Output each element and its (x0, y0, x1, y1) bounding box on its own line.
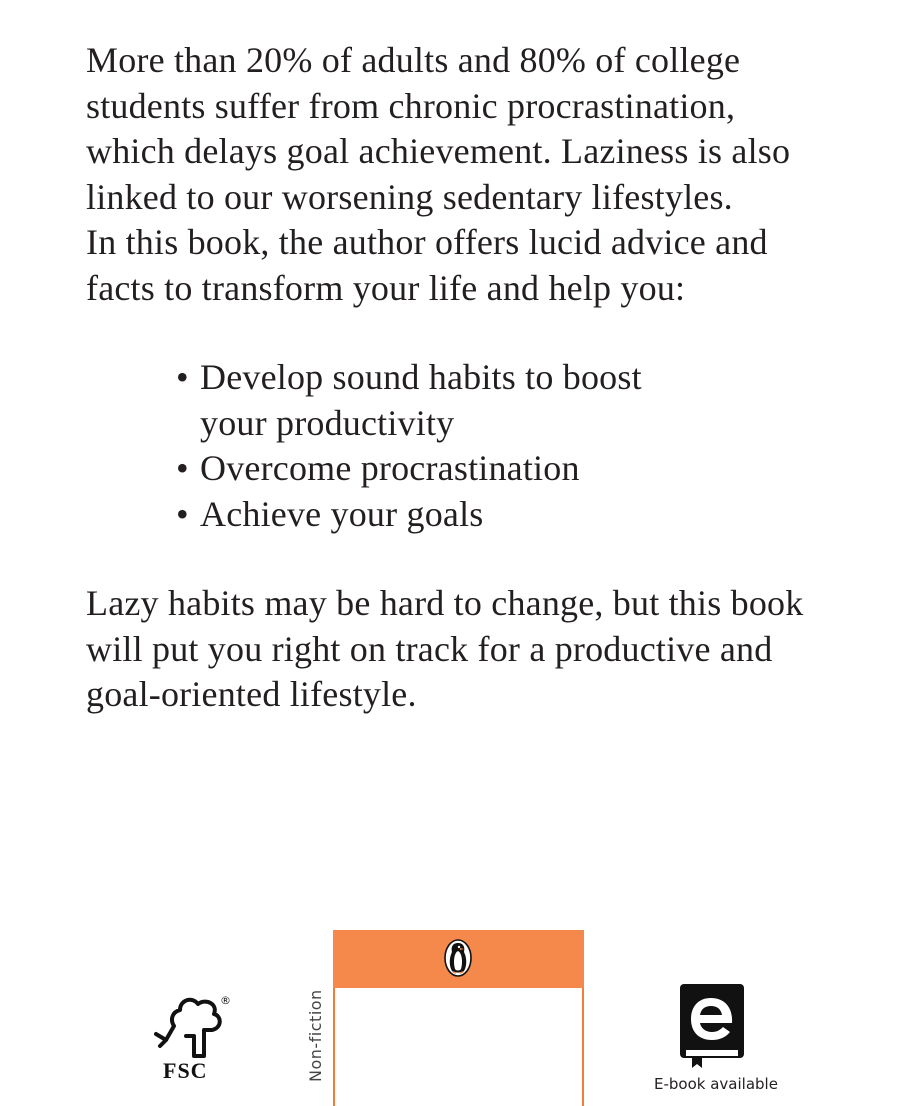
publisher-spine-panel (333, 930, 584, 1106)
benefit-line: Overcome procrastination (200, 448, 580, 488)
closing-line: will put you right on track for a productive and (86, 628, 773, 669)
benefit-item (176, 492, 796, 538)
bullet-marker: • (176, 448, 189, 488)
bullet-marker: • (176, 493, 189, 534)
closing-line: Lazy habits may be hard to change, but this book (86, 583, 804, 623)
category-label: Non-fiction (306, 989, 325, 1082)
bullet-marker: • (176, 357, 189, 397)
benefit-item (176, 355, 796, 446)
fsc-label: FSC (163, 1058, 208, 1083)
spine-color-band (333, 930, 584, 988)
penguin-logo-icon (443, 938, 473, 978)
intro-line: facts to transform your life and help you: (86, 267, 686, 308)
ebook-e-icon (680, 984, 744, 1068)
ebook-available-label: E-book available (654, 1075, 778, 1093)
closing-paragraph (86, 581, 896, 718)
benefit-line: Develop sound habits to boost (200, 357, 642, 397)
intro-paragraph (86, 38, 886, 312)
benefits-list (176, 355, 796, 537)
benefit-item (176, 446, 796, 492)
intro-line: In this book, the author offers lucid advice and (86, 222, 768, 263)
intro-line: More than 20% of adults and 80% of college (86, 40, 741, 80)
intro-line: students suffer from chronic procrastination, (86, 85, 736, 126)
intro-line: linked to our worsening sedentary lifestyles. (86, 176, 733, 217)
benefit-line: your productivity (200, 402, 455, 443)
closing-line: goal-oriented lifestyle. (86, 674, 417, 715)
registered-mark: ® (220, 994, 231, 1007)
intro-line: which delays goal achievement. Laziness is also (86, 131, 791, 172)
benefit-line: Achieve your goals (200, 493, 484, 534)
